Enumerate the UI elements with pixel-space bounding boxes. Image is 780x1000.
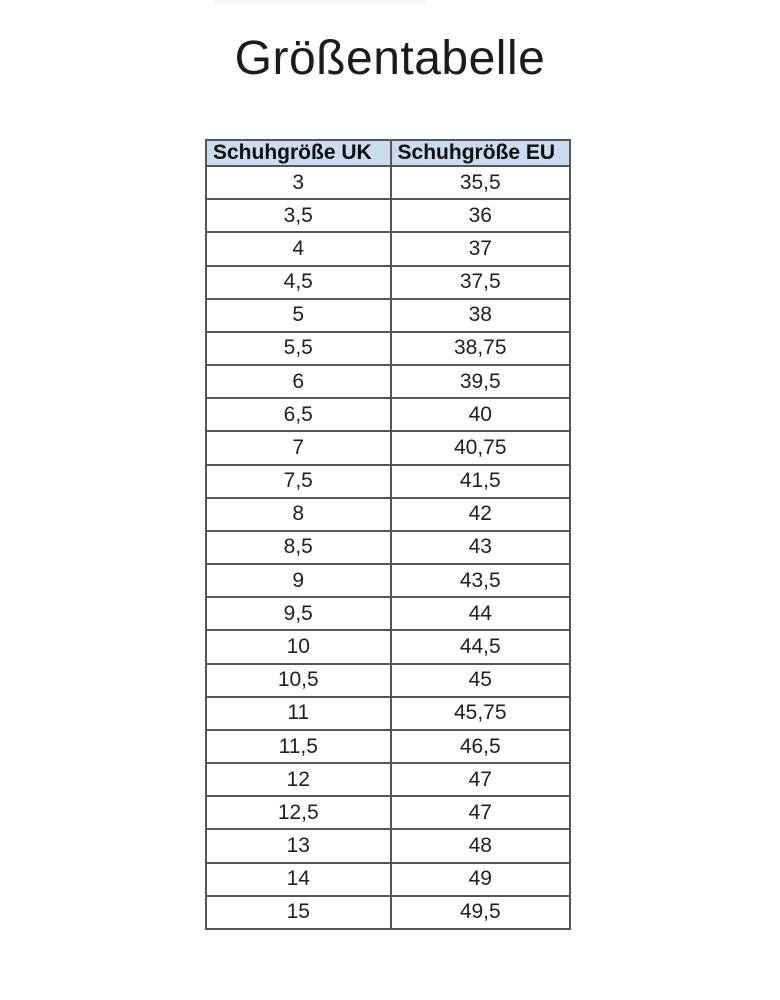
eu-size-cell: 47: [391, 796, 570, 829]
uk-size-cell: 4,5: [206, 266, 391, 299]
eu-size-cell: 44: [391, 597, 570, 630]
table-row: [206, 863, 570, 896]
uk-size-cell: 9,5: [206, 597, 391, 630]
table-row: [206, 332, 570, 365]
uk-size-cell: 15: [206, 896, 391, 929]
uk-size-cell: 12,5: [206, 796, 391, 829]
eu-size-cell: 37,5: [391, 266, 570, 299]
table-row: [206, 398, 570, 431]
uk-size-cell: 7,5: [206, 465, 391, 498]
uk-size-cell: 11,5: [206, 730, 391, 763]
size-table-header: [206, 140, 570, 166]
table-row: [206, 166, 570, 199]
table-row: [206, 199, 570, 232]
uk-size-cell: 9: [206, 564, 391, 597]
eu-size-cell: 44,5: [391, 630, 570, 663]
table-row: [206, 564, 570, 597]
eu-size-cell: 49: [391, 863, 570, 896]
uk-size-cell: 6: [206, 365, 391, 398]
uk-size-cell: 7: [206, 431, 391, 464]
eu-size-cell: 38,75: [391, 332, 570, 365]
eu-size-cell: 35,5: [391, 166, 570, 199]
table-row: [206, 498, 570, 531]
uk-size-cell: 8,5: [206, 531, 391, 564]
eu-size-cell: 47: [391, 763, 570, 796]
size-table-body: [206, 166, 570, 929]
eu-size-cell: 43,5: [391, 564, 570, 597]
eu-size-cell: 45: [391, 664, 570, 697]
eu-size-cell: 45,75: [391, 697, 570, 730]
uk-size-cell: 6,5: [206, 398, 391, 431]
eu-size-cell: 36: [391, 199, 570, 232]
column-header-eu: Schuhgröße EU: [391, 140, 570, 166]
table-row: [206, 896, 570, 929]
table-row: [206, 431, 570, 464]
eu-size-cell: 38: [391, 299, 570, 332]
uk-size-cell: 8: [206, 498, 391, 531]
table-row: [206, 697, 570, 730]
eu-size-cell: 46,5: [391, 730, 570, 763]
eu-size-cell: 37: [391, 232, 570, 265]
uk-size-cell: 3: [206, 166, 391, 199]
uk-size-cell: 4: [206, 232, 391, 265]
table-row: [206, 465, 570, 498]
eu-size-cell: 39,5: [391, 365, 570, 398]
table-row: [206, 664, 570, 697]
header-row: [206, 140, 570, 166]
table-row: [206, 266, 570, 299]
table-row: [206, 232, 570, 265]
uk-size-cell: 11: [206, 697, 391, 730]
table-row: [206, 597, 570, 630]
column-header-uk: Schuhgröße UK: [206, 140, 391, 166]
page-title: Größentabelle: [234, 32, 546, 85]
uk-size-cell: 12: [206, 763, 391, 796]
size-table: [205, 139, 571, 930]
eu-size-cell: 41,5: [391, 465, 570, 498]
cropped-artifact-strip: [213, 0, 427, 5]
uk-size-cell: 5,5: [206, 332, 391, 365]
uk-size-cell: 10: [206, 630, 391, 663]
uk-size-cell: 13: [206, 829, 391, 862]
uk-size-cell: 5: [206, 299, 391, 332]
eu-size-cell: 48: [391, 829, 570, 862]
table-row: [206, 531, 570, 564]
table-row: [206, 299, 570, 332]
eu-size-cell: 43: [391, 531, 570, 564]
table-row: [206, 630, 570, 663]
uk-size-cell: 10,5: [206, 664, 391, 697]
table-row: [206, 365, 570, 398]
table-row: [206, 796, 570, 829]
uk-size-cell: 3,5: [206, 199, 391, 232]
table-row: [206, 730, 570, 763]
eu-size-cell: 49,5: [391, 896, 570, 929]
table-row: [206, 763, 570, 796]
uk-size-cell: 14: [206, 863, 391, 896]
eu-size-cell: 40,75: [391, 431, 570, 464]
eu-size-cell: 42: [391, 498, 570, 531]
table-row: [206, 829, 570, 862]
size-table-container: [205, 139, 571, 930]
eu-size-cell: 40: [391, 398, 570, 431]
